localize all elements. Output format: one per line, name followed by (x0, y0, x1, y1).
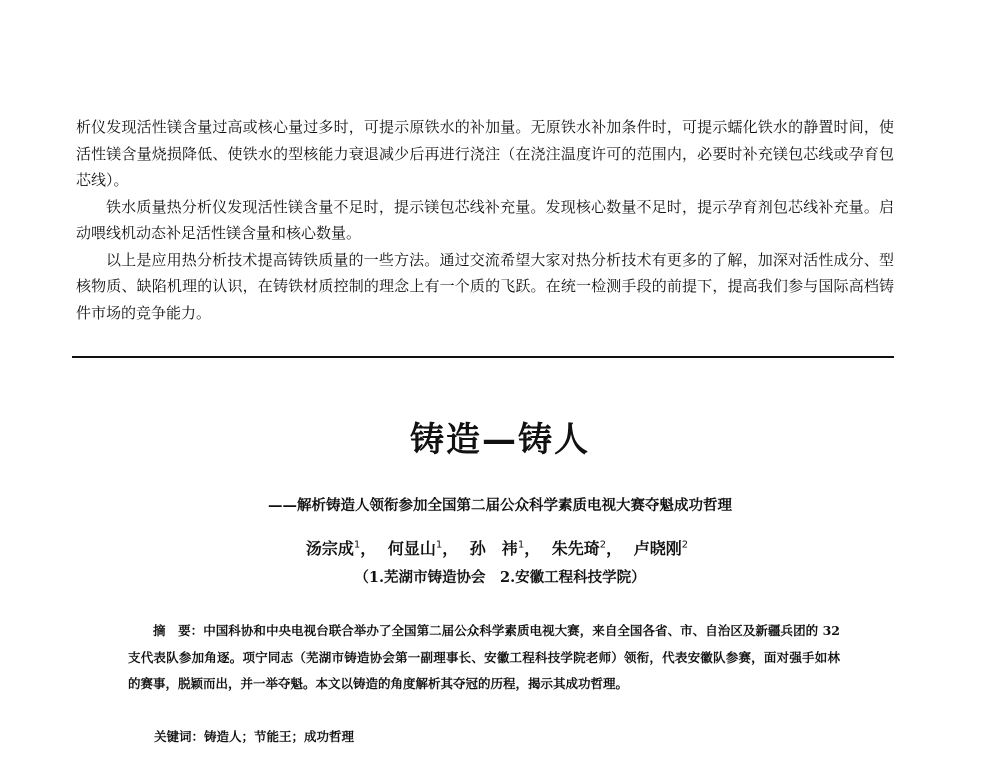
abstract-text: 中国科协和中央电视台联合举办了全国第二届公众科学素质电视大赛，来自全国各省、市、自治区及新疆兵团的 32 支代表队参加角逐。项宁同志（芜湖市铸造协会第一副理事长、安徽工程科技学院老师）领衔，代表安徽队参赛，面对强手如林的赛事，脱颖而出，并一举夺魁。本文以铸造的角度解析其夺冠的历程，揭示其成功哲理。 (128, 623, 840, 691)
author-affiliation-marker: 1 (435, 539, 443, 551)
author-affiliation-marker: 2 (681, 539, 689, 551)
author-separator: ， (524, 539, 541, 558)
author-affiliation-marker: 1 (517, 539, 525, 551)
author-separator: ， (360, 539, 377, 558)
author-name: 汤宗成 (305, 539, 354, 558)
author-name: 孙 祎 (469, 539, 518, 558)
abstract (128, 618, 840, 698)
affiliations: （1.芜湖市铸造协会 2.安徽工程科技学院） (354, 569, 646, 586)
section-divider (72, 356, 894, 358)
keywords (154, 727, 354, 745)
author-separator: ， (606, 539, 623, 558)
keywords-text: 铸造人；节能王；成功哲理 (204, 729, 355, 744)
abstract-label: 摘 要： (153, 623, 204, 638)
body-paragraph-3: 以上是应用热分析技术提高铸铁质量的一些方法。通过交流希望大家对热分析技术有更多的了解，加深对活性成分、型核物质、缺陷机理的认识，在铸铁材质控制的理念上有一个质的飞跃。在统一检测手段的前提下，提高我们参与国际高档铸件市场的竞争能力。 (76, 250, 894, 322)
article-subtitle: ——解析铸造人领衔参加全国第二届公众科学素质电视大赛夺魁成功哲理 (268, 497, 732, 514)
author-affiliation-marker: 1 (353, 539, 361, 551)
body-paragraph-2: 铁水质量热分析仪发现活性镁含量不足时，提示镁包芯线补充量。发现核心数量不足时，提示孕育剂包芯线补充量。启动喂线机动态补足活性镁含量和核心数量。 (76, 197, 894, 242)
body-paragraph-1: 析仪发现活性镁含量过高或核心量过多时，可提示原铁水的补加量。无原铁水补加条件时，可提示蠕化铁水的静置时间，使活性镁含量烧损降低、使铁水的型核能力衰退减少后再进行浇注（在浇注温度许可的范围内，必要时补充镁包芯线或孕育包芯线）。 (76, 118, 894, 189)
keywords-label: 关键词： (154, 729, 205, 744)
author-separator: ， (442, 539, 459, 558)
author-affiliation-marker: 2 (599, 539, 607, 551)
article-title: 铸造—铸人 (410, 420, 590, 460)
author-name: 卢晓刚 (633, 539, 682, 558)
previous-article-ending (76, 114, 894, 326)
author-name: 何显山 (387, 539, 436, 558)
author-name: 朱先琦 (551, 539, 600, 558)
author-list (0, 536, 1000, 559)
abstract-paragraph (128, 618, 840, 698)
